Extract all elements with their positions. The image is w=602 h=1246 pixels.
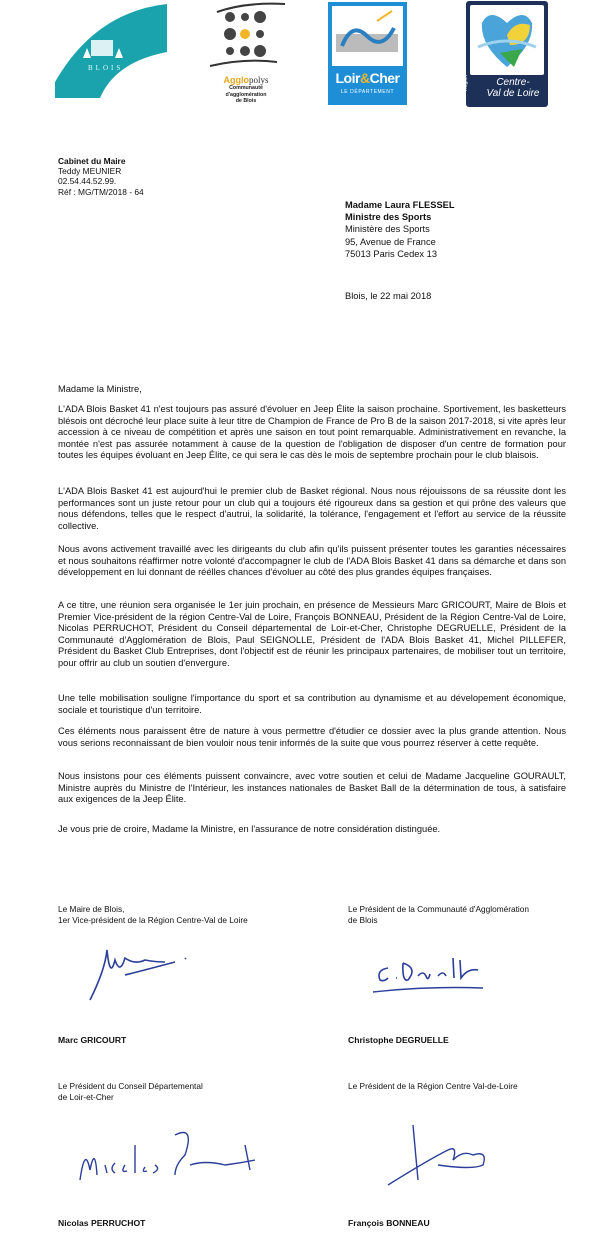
body-paragraph: Nous avons activement travaillé avec les dirigeants du club afin qu'ils puissent présenter toutes les garanties nécessaires et nous souhaitons réaffirmer notre volonté d'accompagner le club de l'ADA Blois Basket 41 dans sa démarche et dans son développement en lui donnant de réélles chances d'évoluer au côté des plus grandes équipes françaises. xyxy=(58,544,566,578)
signatory-name: Christophe DEGRUELLE xyxy=(348,1035,449,1045)
signature-degruelle xyxy=(368,948,498,998)
signatory-name: François BONNEAU xyxy=(348,1218,430,1228)
body-paragraph: A ce titre, une réunion sera organisée le 1er juin prochain, en présence de Messieurs Marc GRICOURT, Maire de Blois et Premier Vice-président de la région Centre-Val de Loire, François BONNEAU, Président de la Région Centre-Val de Loire, Nicolas PERRUCHOT, Président du Conseil départemental de Loir-et-Cher, Christophe DEGRUELLE, Président de la Communauté d'Agglomération de Blois, Paul SEIGNOLLE, Président de l'ADA Blois Basket 41, Michel PILLEFER, Président du Basket Club Entreprises, dont l'objectif est de réunir les principaux partenaires, de mobiliser tout un territoire, pour offrir au club un soutien d'envergure. xyxy=(58,600,566,668)
signature-bonneau xyxy=(378,1120,498,1195)
body-paragraph: Nous insistons pour ces éléments puissent convaincre, avec votre soutien et celui de Madame Jacqueline GOURAULT, Ministre auprès du Ministre de l'Intérieur, les instances nationales de Basket Ball de la détermination de tous, à satisfaire aux exigences de la Jeep Élite. xyxy=(58,771,566,805)
recipient-block: Madame Laura FLESSEL Ministre des Sports Ministère des Sports 95, Avenue de France 75013 Paris Cedex 13 xyxy=(345,200,455,259)
signatory-title: Le Président de la Communauté d'Agglomération de Blois xyxy=(348,904,529,925)
blois-logo: BLOIS xyxy=(55,2,167,98)
body-paragraph: L'ADA Blois Basket 41 est aujourd'hui le premier club de Basket régional. Nous nous réjouissons de sa réussite dont les performances sont un juste retour pour un club qui a toujours été rigoureux dans sa gestion et qui prône des valeurs que nous défendons, telles que le respect d'autrui, la solidarité, la tolérance, l'engagement et l'effort au service de la réussite collective. xyxy=(58,486,566,531)
loir-et-cher-logo: Loir&Cher LE DÉPARTEMENT xyxy=(328,2,407,105)
body-paragraph: Une telle mobilisation souligne l'importance du sport et sa contribution au dynamisme et au dévelopement économique, sociale et touristique d'un territoire. xyxy=(58,693,566,715)
agglopolys-logo: Agglopolys Communauté d'agglomération de Blois xyxy=(205,2,287,112)
signatory-title: Le Maire de Blois, 1er Vice-président de la Région Centre-Val de Loire xyxy=(58,904,248,925)
signature-perruchot xyxy=(75,1125,275,1195)
sender-block: Cabinet du Maire Teddy MEUNIER 02.54.44.52.99. Réf : MG/TM/2018 - 64 xyxy=(58,156,144,197)
salutation: Madame la Ministre, xyxy=(58,384,142,394)
body-paragraph: L'ADA Blois Basket 41 n'est toujours pas assuré d'évoluer en Jeep Élite la saison prochaine. Sportivement, les basketteurs blésois ont décroché leur place suite à leur titre de Champion de France de Pro B de la saison 2017-2018, si vite après leur accession à ce niveau de compétition et après une saison en tout point remarquable. Administrativement en revanche, la montée n'est pas assurée notamment à cause de la question de l'obligation de disposer d'un centre de formation pour toutes les équipes évoluant en Jeep Élite, ce qui sera le cas dès le mois de septembre prochain pour le club blaisois. xyxy=(58,404,566,461)
signature-gricourt xyxy=(85,940,195,1010)
closing-formula: Je vous prie de croire, Madame la Ministre, en l'assurance de notre considération distinguée. xyxy=(58,824,441,834)
signatory-name: Nicolas PERRUCHOT xyxy=(58,1218,146,1228)
body-paragraph: Ces éléments nous paraissent être de nature à vous permettre d'étudier ce dossier avec la plus grande attention. Nous vous serions reconnaissant de bien vouloir nous tenir informés de la suite que vous pourrez réserver à cette requête. xyxy=(58,726,566,748)
letter-date: Blois, le 22 mai 2018 xyxy=(345,291,432,301)
signatory-name: Marc GRICOURT xyxy=(58,1035,127,1045)
region-centre-val-de-loire-logo: Région Centre- Val de Loire xyxy=(466,1,548,107)
signatory-title: Le Président du Conseil Départemental de Loir-et-Cher xyxy=(58,1081,203,1102)
signatory-title: Le Président de la Région Centre Val-de-Loire xyxy=(348,1081,518,1091)
